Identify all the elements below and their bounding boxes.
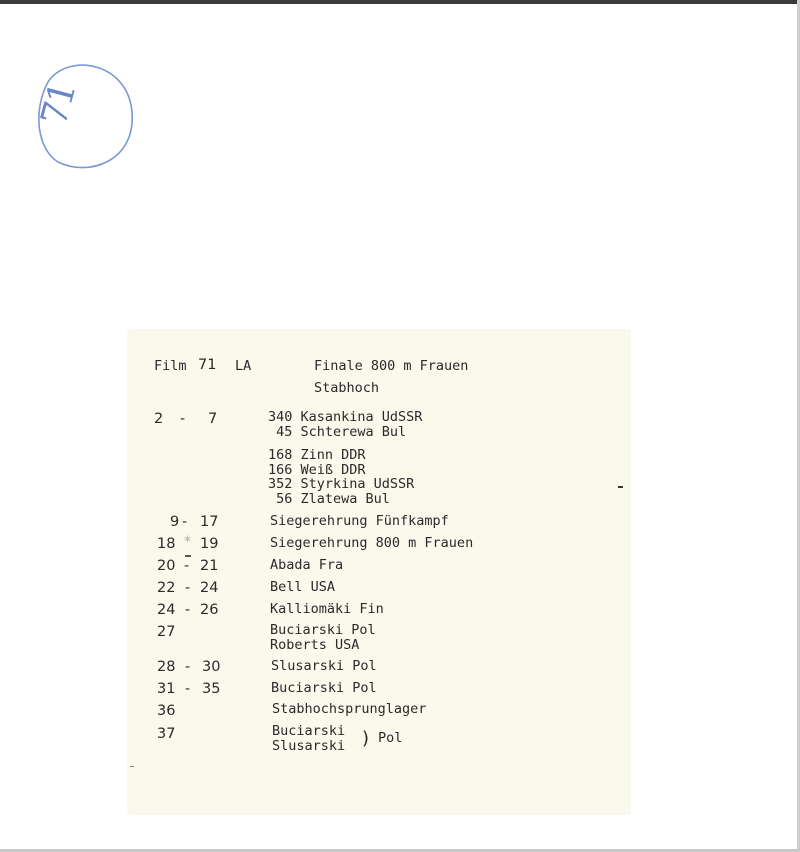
entry-line: Buciarski: [272, 723, 346, 739]
frames-end: 30: [202, 659, 221, 675]
frames-start: 9: [170, 514, 180, 530]
film-number: 71: [198, 357, 217, 373]
overstrike-mark: [185, 555, 191, 557]
stray-mark: [618, 486, 623, 488]
frames-start: 20: [157, 558, 176, 574]
frames-end: 7: [208, 411, 218, 427]
frames-start: 22: [157, 580, 176, 596]
entry-line: Siegerehrung Fünfkampf: [270, 513, 449, 529]
entry-line: Siegerehrung 800 m Frauen: [270, 535, 474, 551]
frames-start: 18: [157, 536, 176, 552]
entry-line: Roberts USA: [270, 637, 360, 653]
range-dash: -: [184, 558, 190, 574]
frames-start: 28: [157, 659, 176, 675]
scan-edge-top: [0, 0, 800, 4]
range-dash: -: [185, 580, 191, 596]
frames-start: 24: [157, 602, 176, 618]
frames-end: 19: [200, 536, 219, 552]
entry-line: 340 Kasankina UdSSR: [268, 409, 423, 425]
frames-start: 2: [154, 411, 164, 427]
frames-start: 31: [157, 681, 176, 697]
frames-end: 35: [202, 681, 221, 697]
entry-line: Bell USA: [270, 579, 336, 595]
handwritten-number: 71: [33, 79, 85, 130]
entry-line: Abada Fra: [270, 557, 344, 573]
group-label: Pol: [378, 730, 403, 746]
range-dash: *: [184, 534, 191, 550]
entry-line: Stabhochsprunglager: [272, 701, 427, 717]
entry-line: Slusarski Pol: [271, 658, 377, 674]
range-dash: -: [185, 681, 191, 697]
entry-line: 352 Styrkina UdSSR: [268, 476, 415, 492]
film-index-card: [128, 330, 630, 814]
stray-mark: [130, 766, 134, 767]
range-dash: -: [182, 514, 188, 530]
entry-line: 166 Weiß DDR: [268, 462, 366, 478]
entry-line: 56 Zlatewa Bul: [268, 491, 390, 507]
frames-end: 26: [200, 602, 219, 618]
frames-end: 24: [200, 580, 219, 596]
range-dash: -: [185, 602, 191, 618]
film-category: LA: [235, 358, 252, 374]
frames-end: 17: [200, 514, 219, 530]
film-subtitle: Stabhoch: [314, 380, 380, 396]
entry-line: Kalliomäki Fin: [270, 601, 384, 617]
frames-start: 27: [157, 624, 176, 640]
frames-start: 36: [157, 703, 176, 719]
entry-line: 168 Zinn DDR: [268, 447, 366, 463]
film-label: Film: [154, 358, 187, 374]
entry-line: Buciarski Pol: [270, 622, 376, 638]
range-dash: -: [185, 659, 191, 675]
entry-line: 45 Schterewa Bul: [268, 424, 407, 440]
closing-paren: ): [362, 728, 370, 749]
film-title: Finale 800 m Frauen: [314, 358, 469, 374]
entry-line: Slusarski: [272, 738, 346, 754]
entry-line: Buciarski Pol: [271, 680, 377, 696]
range-dash: -: [180, 411, 186, 427]
frames-end: 21: [200, 558, 219, 574]
frames-start: 37: [157, 726, 176, 742]
